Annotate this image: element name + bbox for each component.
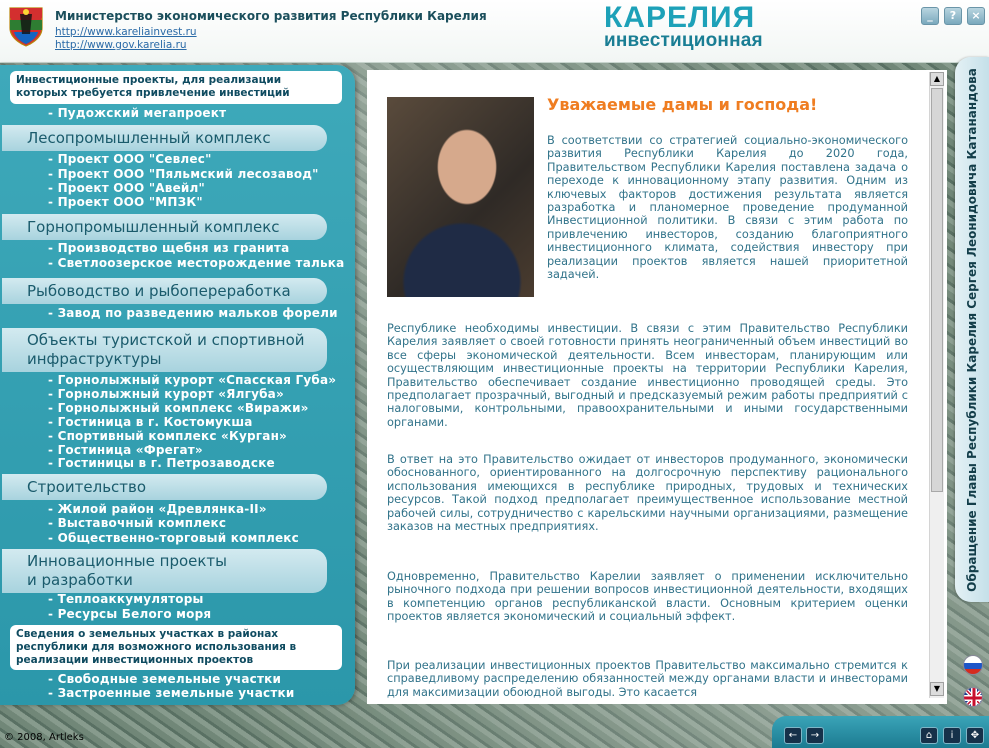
sitemap-icon[interactable]: ✥ bbox=[966, 727, 984, 744]
menu-item[interactable]: - Гостиница в г. Костомукша bbox=[48, 415, 253, 429]
menu-item[interactable]: - Гостиницы в г. Петрозаводске bbox=[48, 456, 275, 470]
menu-item-pudozh[interactable]: - Пудожский мегапроект bbox=[48, 106, 226, 120]
menu-category-innovation[interactable] bbox=[2, 549, 327, 593]
ministry-title: Министерство экономического развития Республики Карелия bbox=[55, 9, 487, 23]
help-button[interactable]: ? bbox=[944, 7, 962, 25]
menu-item[interactable]: - Проект ООО "МПЗК" bbox=[48, 195, 203, 209]
content-scrollbar[interactable] bbox=[929, 72, 944, 698]
paragraph: При реализации инвестиционных проектов Правительство максимально стремится к справедливому распределению обязанностей между органами власти и инвесторами для максимизации обоюдной выгоды. Это касается bbox=[387, 659, 908, 699]
close-button[interactable]: × bbox=[967, 7, 985, 25]
menu-item[interactable]: - Светлоозерское месторождение талька bbox=[48, 256, 344, 270]
menu-category-label: и разработки bbox=[27, 571, 133, 589]
menu-investment-projects-heading[interactable]: Инвестиционные проекты, для реализации которых требуется привлечение инвестиций bbox=[10, 71, 342, 104]
menu-item[interactable]: - Завод по разведению мальков форели bbox=[48, 306, 338, 320]
minimize-button[interactable]: _ bbox=[921, 7, 939, 25]
menu-category-label: инфраструктуры bbox=[27, 350, 162, 368]
menu-category-label: Инновационные проекты bbox=[27, 552, 228, 570]
menu-item[interactable]: - Общественно-торговый комплекс bbox=[48, 531, 299, 545]
menu-category-construction[interactable]: Строительство bbox=[2, 474, 327, 500]
copyright-text: © 2008, Artleks bbox=[4, 732, 84, 743]
menu-item[interactable]: - Спортивный комплекс «Курган» bbox=[48, 429, 287, 443]
home-icon[interactable]: ⌂ bbox=[920, 727, 938, 744]
portrait-photo bbox=[387, 97, 534, 297]
link-kareliainvest[interactable]: http://www.kareliainvest.ru bbox=[55, 26, 197, 38]
greeting-heading: Уважаемые дамы и господа! bbox=[547, 95, 818, 114]
menu-item[interactable]: - Жилой район «Древлянка-II» bbox=[48, 502, 267, 516]
logo-karelia: КАРЕЛИЯ bbox=[604, 1, 756, 34]
russian-flag-icon[interactable] bbox=[963, 655, 983, 675]
paragraph: Республике необходимы инвестиции. В связи с этим Правительство Республики Карелия заявляет о своей готовности принять неограниченный объем инвестиций во все сферы экономической деятельности. Всем инвесторам, планирующим или осуществляющим инвестиционные проекты на территории Республики Карелия, Правительство обеспечивает создание инвестиционно проводящей среды. Это предполагает прозрачный, выгодный и предсказуемый режим работы предприятий с налоговыми, контрольными, правоохранительными и иными государственными органами. bbox=[387, 322, 908, 429]
paragraph: Одновременно, Правительство Карелии заявляет о применении исключительно рыночного подхода при решении вопросов инвестиционной деятельности, входящих в компетенцию органов республиканской власти. Основным критерием оценки проектов является экономический и социальный эффект. bbox=[387, 570, 908, 624]
menu-item[interactable]: - Ресурсы Белого моря bbox=[48, 607, 211, 621]
menu-category-mining[interactable]: Горнопромышленный комплекс bbox=[2, 214, 327, 240]
menu-item[interactable]: - Выставочный комплекс bbox=[48, 516, 226, 530]
menu-item[interactable]: - Теплоаккумуляторы bbox=[48, 592, 204, 606]
paragraph: В соответствии со стратегией социально-экономического развития Республики Карелия до 2020 года, Правительством Республики Карелия поставлена задача о переходе к инновационному этапу развития. Одним из ключевых факторов достижения результата является разработка и планомерное проведение продуманной Инвестиционной политики. В связи с этим работа по привлечению инвесторов, созданию благоприятного инвестиционного климата, содействия инвестору при реализации проектов является нашей приоритетной задачей. bbox=[547, 134, 908, 282]
menu-item-free-plots[interactable]: - Свободные земельные участки bbox=[48, 672, 281, 686]
address-tab-label: Обращение Главы Республики Карелия Сергея Леонидовича Катанандова bbox=[965, 68, 979, 592]
menu-item[interactable]: - Проект ООО "Севлес" bbox=[48, 152, 212, 166]
menu-item[interactable]: - Производство щебня из гранита bbox=[48, 241, 289, 255]
link-gov-karelia[interactable]: http://www.gov.karelia.ru bbox=[55, 39, 187, 51]
info-icon[interactable]: i bbox=[943, 727, 961, 744]
paragraph: В ответ на это Правительство ожидает от инвесторов продуманного, экономически обоснованного, ориентированного на долгосрочную перспективу рационального использования имеющихся в республике природных, трудовых и технических ресурсов. Такой подход предполагает преимущественное использование местной рабочей силы, сотрудничество с карельскими научными организациями, размещение заказов на местных предприятиях. bbox=[387, 453, 908, 534]
forward-arrow-icon[interactable]: → bbox=[806, 727, 824, 744]
karelia-emblem-icon bbox=[8, 4, 44, 48]
menu-item[interactable]: - Горнолыжный комплекс «Виражи» bbox=[48, 401, 309, 415]
back-arrow-icon[interactable]: ← bbox=[784, 727, 802, 744]
menu-category-fish[interactable]: Рыбоводство и рыбопереработка bbox=[2, 278, 327, 304]
menu-category-label: Объекты туристской и спортивной bbox=[27, 331, 305, 349]
menu-category-forest[interactable]: Лесопромышленный комплекс bbox=[2, 125, 327, 151]
address-content bbox=[367, 70, 947, 704]
menu-item[interactable]: - Горнолыжный курорт «Ялгуба» bbox=[48, 387, 284, 401]
menu-land-plots-heading[interactable]: Сведения о земельных участках в районах республики для возможного использования в реализации инвестиционных проектов bbox=[10, 625, 342, 670]
menu-item[interactable]: - Гостиница «Фрегат» bbox=[48, 443, 203, 457]
logo-investment: инвестиционная bbox=[604, 30, 763, 51]
menu-item[interactable]: - Проект ООО "Авейл" bbox=[48, 181, 205, 195]
english-flag-icon[interactable] bbox=[963, 687, 983, 707]
menu-item[interactable]: - Горнолыжный курорт «Спасская Губа» bbox=[48, 373, 336, 387]
scroll-down-icon[interactable]: ▼ bbox=[930, 682, 944, 696]
header bbox=[0, 0, 989, 63]
menu-item[interactable]: - Проект ООО "Пяльмский лесозавод" bbox=[48, 167, 319, 181]
menu-category-tourism[interactable] bbox=[2, 328, 327, 372]
scroll-thumb[interactable] bbox=[931, 88, 943, 492]
menu-item-built-plots[interactable]: - Застроенные земельные участки bbox=[48, 686, 294, 700]
scroll-up-icon[interactable]: ▲ bbox=[930, 72, 944, 86]
